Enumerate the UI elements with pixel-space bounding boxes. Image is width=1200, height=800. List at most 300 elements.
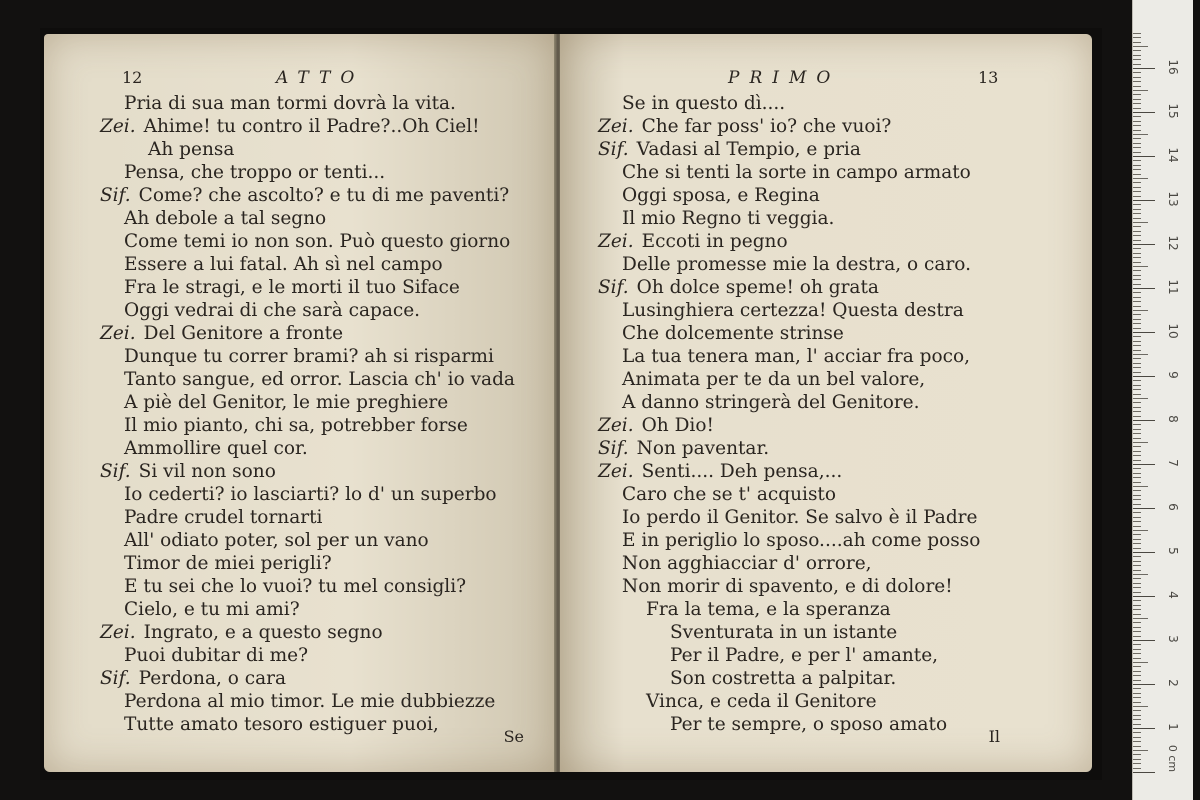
ruler-tick (1133, 429, 1141, 430)
ruler-tick (1133, 275, 1141, 276)
ruler-unit-label: 0 cm (1166, 744, 1180, 773)
ruler-tick (1133, 587, 1141, 588)
ruler-tick (1133, 116, 1141, 117)
ruler-tick (1133, 499, 1141, 500)
ruler-tick (1133, 486, 1148, 487)
verse-text: Perdona, o cara (138, 668, 287, 689)
ruler-tick (1133, 446, 1141, 447)
ruler-tick (1133, 719, 1141, 720)
ruler-tick (1133, 460, 1141, 461)
verse-text: Per il Padre, e per l' amante, (670, 645, 939, 666)
text-line (44, 92, 556, 115)
right-page-number: 13 (978, 68, 999, 87)
ruler-tick (1133, 622, 1141, 623)
ruler-tick (1133, 662, 1148, 663)
verse-text: Caro che se t' acquisto (622, 484, 837, 505)
ruler-tick (1133, 328, 1141, 329)
ruler-tick (1133, 671, 1141, 672)
verse-text: Se in questo dì.... (622, 93, 786, 114)
ruler-tick (1133, 592, 1141, 593)
ruler-tick (1133, 270, 1141, 271)
ruler-tick (1133, 552, 1155, 553)
ruler-tick (1133, 77, 1141, 78)
verse-text: Vadasi al Tempio, e pria (636, 139, 861, 160)
text-line (44, 184, 556, 207)
ruler-label: 6 (1166, 503, 1180, 511)
ruler-tick (1133, 284, 1141, 285)
text-line (560, 345, 1092, 368)
verse-text: Che dolcemente strinse (622, 323, 844, 344)
speaker-label: Sif. (598, 139, 629, 160)
verse-text: Ammollire quel cor. (124, 438, 308, 459)
verse-text: Vinca, e ceda il Genitore (646, 691, 877, 712)
speaker-label: Sif. (100, 668, 131, 689)
ruler-tick (1133, 367, 1141, 368)
ruler-tick (1133, 306, 1141, 307)
text-line (560, 115, 1092, 138)
verse-text: La tua tenera man, l' acciar fra poco, (622, 346, 970, 367)
ruler-tick (1133, 134, 1148, 135)
ruler-tick (1133, 666, 1141, 667)
ruler-tick (1133, 477, 1141, 478)
ruler-tick (1133, 759, 1141, 760)
text-line (560, 253, 1092, 276)
ruler-tick (1133, 354, 1148, 355)
ruler-tick (1133, 50, 1141, 51)
ruler-tick (1133, 279, 1141, 280)
speaker-label: Zei. (598, 461, 634, 482)
text-line (560, 368, 1092, 391)
ruler-tick (1133, 512, 1141, 513)
right-page (560, 34, 1092, 772)
verse-text: Pensa, che troppo or tenti... (124, 162, 386, 183)
verse-text: Tanto sangue, ed orror. Lascia ch' io vada (124, 369, 515, 390)
ruler-tick (1133, 108, 1141, 109)
text-line (560, 207, 1092, 230)
ruler-tick (1133, 64, 1141, 65)
ruler-tick (1133, 174, 1141, 175)
ruler-tick (1133, 336, 1141, 337)
verse-text: Fra le stragi, e le morti il tuo Siface (124, 277, 460, 298)
ruler-tick (1133, 737, 1141, 738)
verse-text: Per te sempre, o sposo amato (670, 714, 948, 735)
ruler-tick (1133, 138, 1141, 139)
ruler-tick (1133, 583, 1141, 584)
ruler-tick (1133, 605, 1141, 606)
ruler-tick (1133, 640, 1155, 641)
verse-text: Tutte amato tesoro estiguer puoi, (124, 714, 439, 735)
ruler-tick (1133, 402, 1141, 403)
verse-text: Lusinghiera certezza! Questa destra (622, 300, 964, 321)
ruler-tick (1133, 253, 1141, 254)
ruler-tick (1133, 380, 1141, 381)
right-running-head: PRIMO (728, 68, 841, 88)
text-line (44, 437, 556, 460)
verse-text: Ingrato, e a questo segno (143, 622, 383, 643)
ruler-tick (1133, 297, 1141, 298)
ruler-tick (1133, 376, 1155, 377)
text-line (560, 575, 1092, 598)
ruler-tick (1133, 125, 1141, 126)
ruler-label: 9 (1166, 371, 1180, 379)
left-page-text (44, 92, 556, 736)
ruler-tick (1133, 394, 1141, 395)
ruler-label: 1 (1166, 723, 1180, 731)
ruler-tick (1133, 332, 1155, 333)
ruler-tick (1133, 724, 1141, 725)
left-running-head: ATTO (276, 68, 365, 88)
text-line (560, 552, 1092, 575)
text-line (44, 276, 556, 299)
ruler-tick (1133, 653, 1141, 654)
ruler-tick (1133, 482, 1141, 483)
text-line (44, 506, 556, 529)
ruler-tick (1133, 504, 1141, 505)
verse-text: Che far poss' io? che vuoi? (641, 116, 892, 137)
text-line (44, 598, 556, 621)
verse-text: Animata per te da un bel valore, (622, 369, 926, 390)
verse-text: Oh dolce speme! oh grata (636, 277, 879, 298)
ruler-tick (1133, 121, 1141, 122)
ruler-tick (1133, 68, 1155, 69)
text-line (44, 552, 556, 575)
ruler-tick (1133, 561, 1141, 562)
ruler-tick (1133, 341, 1141, 342)
speaker-label: Sif. (100, 461, 131, 482)
ruler-tick (1133, 543, 1141, 544)
ruler-tick (1133, 363, 1141, 364)
verse-text: Perdona al mio timor. Le mie dubbiezze (124, 691, 496, 712)
ruler-tick (1133, 292, 1141, 293)
ruler-tick (1133, 746, 1141, 747)
ruler-label: 11 (1166, 279, 1180, 295)
verse-text: Timor de miei perigli? (124, 553, 332, 574)
ruler-tick (1133, 169, 1141, 170)
speaker-label: Zei. (100, 116, 136, 137)
verse-text: Che si tenti la sorte in campo armato (622, 162, 971, 183)
ruler-tick (1133, 182, 1141, 183)
ruler-tick (1133, 235, 1141, 236)
text-line (44, 621, 556, 644)
text-line (44, 690, 556, 713)
text-line (44, 207, 556, 230)
ruler-tick (1133, 191, 1141, 192)
ruler-tick (1133, 697, 1141, 698)
ruler-tick (1133, 240, 1141, 241)
ruler-tick (1133, 262, 1141, 263)
open-book (40, 28, 1102, 780)
verse-text: Io cederti? io lasciarti? lo d' un superbo (124, 484, 497, 505)
ruler-tick (1133, 231, 1141, 232)
ruler-tick (1133, 750, 1148, 751)
ruler-tick (1133, 438, 1141, 439)
verse-text: Delle promesse mie la destra, o caro. (622, 254, 971, 275)
ruler-tick (1133, 508, 1155, 509)
verse-text: A piè del Genitor, le mie preghiere (124, 392, 449, 413)
text-line (44, 115, 556, 138)
text-line (560, 138, 1092, 161)
ruler-tick (1133, 495, 1141, 496)
text-line (44, 138, 556, 161)
ruler-tick (1133, 244, 1155, 245)
text-line (560, 184, 1092, 207)
ruler-tick (1133, 160, 1141, 161)
ruler-tick (1133, 618, 1148, 619)
ruler-tick (1133, 99, 1141, 100)
ruler-tick (1133, 424, 1141, 425)
ruler-tick (1133, 46, 1148, 47)
ruler-tick (1133, 600, 1141, 601)
text-line (44, 460, 556, 483)
ruler-tick (1133, 407, 1141, 408)
ruler-tick (1133, 574, 1148, 575)
text-line (560, 621, 1092, 644)
ruler-tick (1133, 728, 1155, 729)
ruler-label: 16 (1166, 59, 1180, 75)
verse-text: Come? che ascolto? e tu di me paventi? (138, 185, 510, 206)
ruler-tick (1133, 530, 1148, 531)
speaker-label: Zei. (598, 231, 634, 252)
ruler-label: 12 (1166, 235, 1180, 251)
verse-text: E tu sei che lo vuoi? tu mel consigli? (124, 576, 467, 597)
ruler-tick (1133, 81, 1141, 82)
speaker-label: Zei. (598, 116, 634, 137)
ruler-tick (1133, 517, 1141, 518)
ruler-tick (1133, 442, 1148, 443)
ruler-tick (1133, 314, 1141, 315)
ruler-tick (1133, 763, 1141, 764)
text-line (560, 161, 1092, 184)
ruler-tick (1133, 534, 1141, 535)
verse-text: Il mio pianto, chi sa, potrebber forse (124, 415, 468, 436)
ruler-tick (1133, 319, 1141, 320)
ruler-label: 15 (1166, 103, 1180, 119)
ruler-tick (1133, 548, 1141, 549)
ruler-tick (1133, 385, 1141, 386)
left-catchword: Se (503, 727, 524, 746)
ruler-tick (1133, 627, 1141, 628)
text-line (44, 230, 556, 253)
ruler-tick (1133, 94, 1141, 95)
ruler-tick (1133, 130, 1141, 131)
ruler-tick (1133, 350, 1141, 351)
ruler-tick (1133, 688, 1141, 689)
text-line (560, 506, 1092, 529)
ruler-tick (1133, 90, 1148, 91)
ruler-tick (1133, 213, 1141, 214)
ruler-tick (1133, 631, 1141, 632)
text-line (560, 713, 1092, 736)
ruler-tick (1133, 636, 1141, 637)
ruler-tick (1133, 156, 1155, 157)
ruler-tick (1133, 658, 1141, 659)
text-line (44, 483, 556, 506)
ruler-tick (1133, 398, 1148, 399)
text-line (44, 667, 556, 690)
verse-text: Essere a lui fatal. Ah sì nel campo (124, 254, 443, 275)
ruler-tick (1133, 187, 1141, 188)
right-page-text (560, 92, 1092, 736)
verse-text: Ah debole a tal segno (124, 208, 327, 229)
ruler-tick (1133, 596, 1155, 597)
ruler-tick (1133, 570, 1141, 571)
text-line (560, 690, 1092, 713)
ruler-tick (1133, 490, 1141, 491)
text-line (44, 322, 556, 345)
ruler-label: 7 (1166, 459, 1180, 467)
text-line (44, 713, 556, 736)
verse-text: Non morir di spavento, e di dolore! (622, 576, 953, 597)
verse-text: Non paventar. (636, 438, 770, 459)
verse-text: Il mio Regno ti veggia. (622, 208, 835, 229)
verse-text: Senti.... Deh pensa,... (641, 461, 843, 482)
ruler-tick (1133, 358, 1141, 359)
ruler-tick (1133, 196, 1141, 197)
verse-text: Padre crudel tornarti (124, 507, 323, 528)
ruler-tick (1133, 37, 1141, 38)
ruler-tick (1133, 754, 1141, 755)
ruler-tick (1133, 143, 1141, 144)
speaker-label: Zei. (100, 323, 136, 344)
ruler-tick (1133, 468, 1141, 469)
verse-text: Oh Dio! (641, 415, 714, 436)
verse-text: A danno stringerà del Genitore. (622, 392, 920, 413)
verse-text: Sventurata in un istante (670, 622, 898, 643)
ruler-tick (1133, 204, 1141, 205)
ruler-tick (1133, 248, 1141, 249)
ruler-tick (1133, 539, 1141, 540)
speaker-label: Sif. (598, 438, 629, 459)
ruler-tick (1133, 715, 1141, 716)
verse-text: Ahime! tu contro il Padre?..Oh Ciel! (143, 116, 480, 137)
text-line (44, 299, 556, 322)
ruler-tick (1133, 266, 1148, 267)
verse-text: Son costretta a palpitar. (670, 668, 897, 689)
ruler-tick (1133, 521, 1141, 522)
text-line (44, 575, 556, 598)
ruler-tick (1133, 684, 1155, 685)
ruler-tick (1133, 614, 1141, 615)
verse-text: Del Genitore a fronte (143, 323, 344, 344)
ruler-tick (1133, 706, 1148, 707)
ruler-tick (1133, 649, 1141, 650)
ruler-label: 10 (1166, 323, 1180, 339)
ruler-tick (1133, 200, 1155, 201)
ruler-tick (1133, 741, 1141, 742)
ruler-tick (1133, 416, 1141, 417)
ruler-label: 3 (1166, 635, 1180, 643)
ruler-label: 4 (1166, 591, 1180, 599)
right-catchword: Il (988, 727, 1000, 746)
text-line (44, 368, 556, 391)
verse-text: Ah pensa (148, 139, 235, 160)
ruler-tick (1133, 772, 1155, 773)
text-line (560, 460, 1092, 483)
ruler-tick (1133, 455, 1141, 456)
ruler-tick (1133, 345, 1141, 346)
ruler-tick (1133, 680, 1141, 681)
verse-text: Non agghiacciar d' orrore, (622, 553, 872, 574)
text-line (44, 391, 556, 414)
ruler-tick (1133, 565, 1141, 566)
verse-text: Cielo, e tu mi ami? (124, 599, 300, 620)
ruler-tick (1133, 33, 1141, 34)
ruler-tick (1133, 411, 1141, 412)
verse-text: All' odiato poter, sol per un vano (124, 530, 429, 551)
ruler-tick (1133, 464, 1155, 465)
ruler-tick (1133, 288, 1155, 289)
ruler-tick (1133, 218, 1141, 219)
ruler-tick (1133, 702, 1141, 703)
ruler-tick (1133, 578, 1141, 579)
left-page-number: 12 (122, 68, 143, 87)
speaker-label: Sif. (598, 277, 629, 298)
ruler-tick (1133, 556, 1141, 557)
ruler-tick (1133, 42, 1141, 43)
ruler-tick (1133, 451, 1141, 452)
ruler-label: 2 (1166, 679, 1180, 687)
ruler-tick (1133, 693, 1141, 694)
verse-text: Eccoti in pegno (641, 231, 788, 252)
ruler-tick (1133, 372, 1141, 373)
ruler-tick (1133, 165, 1141, 166)
ruler-tick (1133, 86, 1141, 87)
verse-text: Fra la tema, e la speranza (646, 599, 891, 620)
text-line (560, 322, 1092, 345)
ruler-tick (1133, 103, 1141, 104)
ruler-tick (1133, 178, 1148, 179)
ruler-tick (1133, 768, 1141, 769)
ruler-label: 8 (1166, 415, 1180, 423)
ruler-tick (1133, 209, 1141, 210)
speaker-label: Zei. (100, 622, 136, 643)
verse-text: Puoi dubitar di me? (124, 645, 309, 666)
ruler-tick (1133, 675, 1141, 676)
text-line (560, 483, 1092, 506)
text-line (560, 391, 1092, 414)
text-line (560, 92, 1092, 115)
ruler-tick (1133, 112, 1155, 113)
verse-text: Oggi vedrai di che sarà capace. (124, 300, 421, 321)
ruler-tick (1133, 323, 1141, 324)
verse-text: E in periglio lo sposo....ah come posso (622, 530, 981, 551)
ruler-tick (1133, 152, 1141, 153)
text-line (560, 529, 1092, 552)
speaker-label: Sif. (100, 185, 131, 206)
text-line (44, 414, 556, 437)
verse-text: Si vil non sono (138, 461, 276, 482)
ruler-tick (1133, 732, 1141, 733)
ruler-label: 5 (1166, 547, 1180, 555)
ruler-tick (1133, 526, 1141, 527)
ruler-tick (1133, 55, 1141, 56)
verse-text: Oggi sposa, e Regina (622, 185, 820, 206)
text-line (44, 529, 556, 552)
ruler-tick (1133, 72, 1141, 73)
text-line (560, 598, 1092, 621)
text-line (44, 253, 556, 276)
ruler-tick (1133, 473, 1141, 474)
ruler-label: 14 (1166, 147, 1180, 163)
ruler-tick (1133, 222, 1148, 223)
text-line (560, 667, 1092, 690)
speaker-label: Zei. (598, 415, 634, 436)
text-line (560, 276, 1092, 299)
ruler-tick (1133, 257, 1141, 258)
text-line (560, 230, 1092, 253)
verse-text: Dunque tu correr brami? ah si risparmi (124, 346, 494, 367)
text-line (560, 299, 1092, 322)
